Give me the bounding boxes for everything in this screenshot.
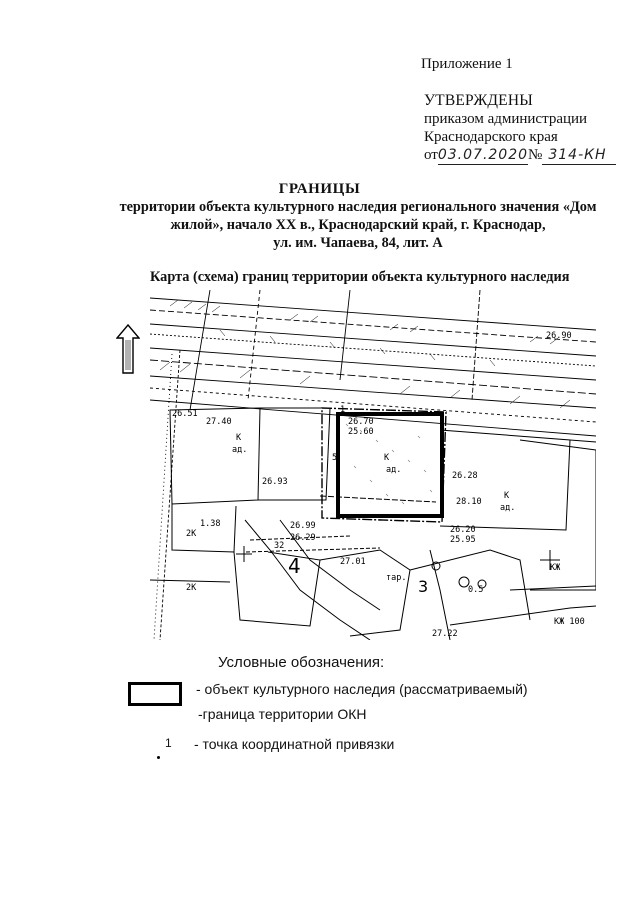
order-line: [424, 146, 616, 165]
legend-point-dot: [157, 756, 160, 759]
label-2k-b: 2К: [186, 583, 197, 593]
approval-block: [424, 92, 616, 165]
order-number-sign: №: [528, 147, 543, 163]
legend-item-object: - объект культурного наследия (рассматриваемый): [196, 681, 528, 697]
label-kzh100: КЖ 100: [554, 617, 585, 627]
label-h12: 27.22: [432, 629, 458, 639]
label-h3: 26.28: [452, 471, 478, 481]
label-num-3: 3: [418, 577, 429, 596]
map-drawing: [150, 290, 596, 640]
label-h17: 0.5: [468, 585, 484, 595]
order-number: 314-КН: [542, 146, 616, 165]
subtitle-line-2: жилой», начало XX в., Краснодарский край, г. Краснодар,: [170, 217, 546, 233]
approved-line-1: приказом администрации: [424, 111, 588, 127]
order-from: от: [424, 147, 438, 163]
document-title: ГРАНИЦЫ: [278, 181, 361, 197]
label-num-1: 1: [340, 405, 346, 415]
label-h13: 26.99: [290, 521, 316, 531]
map-caption: Карта (схема) границ территории объекта культурного наследия: [150, 269, 570, 285]
label-num-5: 5: [332, 453, 338, 463]
legend-object-swatch: [128, 682, 182, 706]
label-2k-a: 2К: [186, 529, 197, 539]
map-crosshairs: [236, 546, 560, 570]
legend-heading: Условные обозначения:: [218, 654, 385, 671]
label-k-left: К: [236, 433, 242, 443]
territory-boundary: [322, 408, 446, 522]
cadastral-map: [150, 290, 596, 640]
label-h7: 26.51: [172, 409, 198, 419]
label-h6: 25.95: [450, 535, 476, 545]
label-h11: 27.01: [340, 557, 366, 567]
map-road-lines: [150, 290, 596, 640]
north-arrow-icon: [116, 324, 140, 374]
appendix-label: Приложение 1: [421, 56, 513, 72]
label-h4: 28.10: [456, 497, 482, 507]
label-h15: 32: [274, 541, 285, 551]
label-h8: 26.93: [262, 477, 288, 487]
label-h16: 1.38: [200, 519, 221, 529]
label-k-right: К: [504, 491, 510, 501]
subtitle-line-3: ул. им. Чапаева, 84, лит. А: [273, 235, 443, 251]
label-h5: 26.20: [450, 525, 476, 535]
label-tar: тар.: [386, 573, 407, 583]
label-agd-left: ад.: [232, 445, 248, 455]
label-k-object: К: [384, 453, 390, 463]
label-h10: 26.90: [546, 331, 572, 341]
label-h9: 27.40: [206, 417, 232, 427]
document-subtitle: [98, 198, 618, 252]
approved-line-2: Краснодарского края: [424, 129, 558, 145]
legend-point-number: 1: [165, 736, 172, 750]
label-kzh: КЖ: [550, 563, 561, 573]
label-h2: 25.60: [348, 427, 374, 437]
label-agd-object: ад.: [386, 465, 402, 475]
subtitle-line-1: территории объекта культурного наследия регионального значения «Дом: [119, 199, 597, 215]
label-agd-right: ад.: [500, 503, 516, 513]
map-labels: [172, 331, 585, 639]
approved-title: УТВЕРЖДЕНЫ: [424, 92, 533, 109]
label-num-4: 4: [288, 554, 301, 578]
label-h14: 26.29: [290, 533, 316, 543]
order-date: 03.07.2020: [437, 147, 529, 163]
legend-item-boundary: -граница территории ОКН: [198, 706, 367, 722]
label-h1: 26.70: [348, 417, 374, 427]
legend-item-point: - точка координатной привязки: [194, 736, 395, 752]
